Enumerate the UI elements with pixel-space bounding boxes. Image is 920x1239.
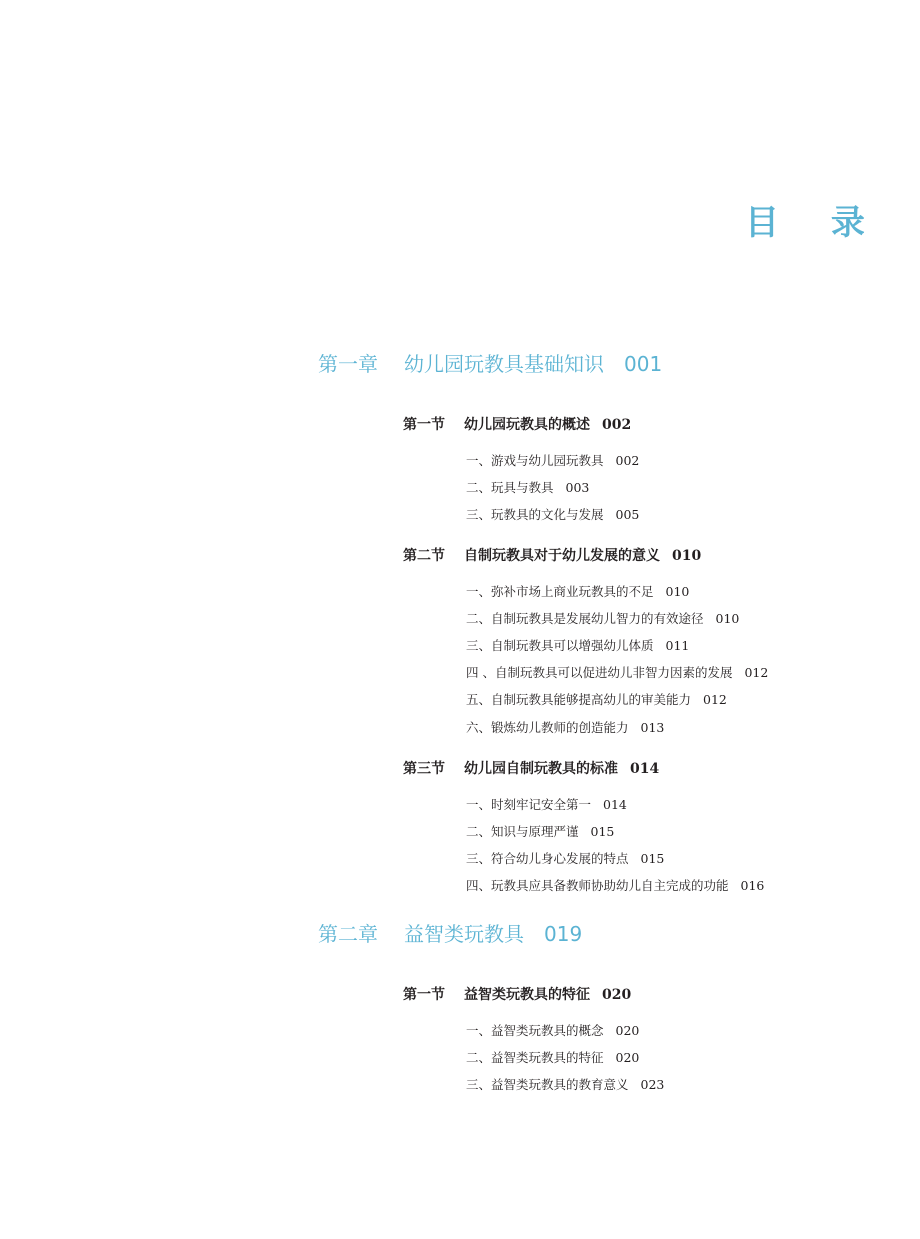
section-title: 幼儿园玩教具的概述 — [464, 417, 590, 433]
item-page: 014 — [603, 797, 627, 812]
chapter-page: 001 — [624, 352, 663, 376]
toc-item[interactable] — [466, 452, 639, 470]
toc-item[interactable] — [466, 1049, 639, 1067]
section-page: 014 — [630, 761, 660, 777]
toc-item[interactable] — [466, 877, 764, 895]
item-label: 二、知识与原理严谨 — [466, 824, 579, 839]
item-label: 一、益智类玩教具的概念 — [466, 1023, 604, 1038]
chapter-number: 第一章 — [318, 352, 378, 376]
item-page: 002 — [615, 453, 640, 468]
item-page: 010 — [715, 611, 740, 626]
toc-item[interactable] — [466, 850, 664, 868]
toc-section[interactable] — [403, 546, 701, 566]
item-label: 四 、自制玩教具可以促进幼儿非智力因素的发展 — [466, 665, 733, 680]
toc-item[interactable] — [466, 796, 627, 814]
page-title: 目 录 — [745, 203, 885, 243]
section-number: 第一节 — [403, 987, 445, 1003]
toc-item[interactable] — [466, 1076, 664, 1094]
item-label: 一、弥补市场上商业玩教具的不足 — [466, 584, 654, 599]
item-label: 一、时刻牢记安全第一 — [466, 797, 592, 812]
toc-item[interactable] — [466, 691, 727, 709]
toc-item[interactable] — [466, 610, 739, 628]
item-page: 023 — [640, 1077, 665, 1092]
item-page: 020 — [615, 1023, 640, 1038]
toc-chapter[interactable] — [318, 350, 662, 378]
chapter-page: 019 — [544, 922, 583, 946]
item-label: 三、玩教具的文化与发展 — [466, 507, 604, 522]
item-label: 三、益智类玩教具的教育意义 — [466, 1077, 629, 1092]
item-page: 020 — [615, 1050, 640, 1065]
section-page: 010 — [672, 548, 702, 564]
item-label: 二、玩具与教具 — [466, 480, 554, 495]
section-number: 第三节 — [403, 761, 445, 777]
item-label: 二、益智类玩教具的特征 — [466, 1050, 604, 1065]
chapter-title: 益智类玩教具 — [404, 922, 524, 946]
chapter-number: 第二章 — [318, 922, 378, 946]
section-page: 002 — [602, 417, 632, 433]
toc-item[interactable] — [466, 637, 689, 655]
item-page: 005 — [615, 507, 640, 522]
chapter-title: 幼儿园玩教具基础知识 — [404, 352, 604, 376]
item-page: 012 — [744, 665, 769, 680]
toc-item[interactable] — [466, 1022, 639, 1040]
item-page: 013 — [640, 720, 665, 735]
item-label: 六、锻炼幼儿教师的创造能力 — [466, 720, 629, 735]
section-number: 第二节 — [403, 548, 445, 564]
item-page: 011 — [665, 638, 690, 653]
item-label: 一、游戏与幼儿园玩教具 — [466, 453, 604, 468]
item-page: 012 — [703, 692, 727, 707]
section-title: 幼儿园自制玩教具的标准 — [464, 761, 618, 777]
item-page: 015 — [590, 824, 615, 839]
item-page: 016 — [740, 878, 765, 893]
item-label: 四、玩教具应具备教师协助幼儿自主完成的功能 — [466, 878, 729, 893]
toc-item[interactable] — [466, 719, 664, 737]
toc-chapter[interactable] — [318, 920, 582, 948]
toc-item[interactable] — [466, 823, 614, 841]
toc-section[interactable] — [403, 415, 631, 435]
item-label: 五、自制玩教具能够提高幼儿的审美能力 — [466, 692, 692, 707]
toc-section[interactable] — [403, 759, 659, 779]
item-label: 二、自制玩教具是发展幼儿智力的有效途径 — [466, 611, 704, 626]
toc-item[interactable] — [466, 664, 768, 682]
section-title: 自制玩教具对于幼儿发展的意义 — [464, 548, 660, 564]
item-page: 003 — [565, 480, 590, 495]
toc-item[interactable] — [466, 479, 589, 497]
item-label: 三、符合幼儿身心发展的特点 — [466, 851, 629, 866]
item-page: 015 — [640, 851, 665, 866]
toc-section[interactable] — [403, 985, 631, 1005]
section-number: 第一节 — [403, 417, 445, 433]
item-page: 010 — [665, 584, 690, 599]
item-label: 三、自制玩教具可以增强幼儿体质 — [466, 638, 654, 653]
section-page: 020 — [602, 987, 632, 1003]
toc-item[interactable] — [466, 583, 689, 601]
section-title: 益智类玩教具的特征 — [464, 987, 590, 1003]
toc-item[interactable] — [466, 506, 639, 524]
